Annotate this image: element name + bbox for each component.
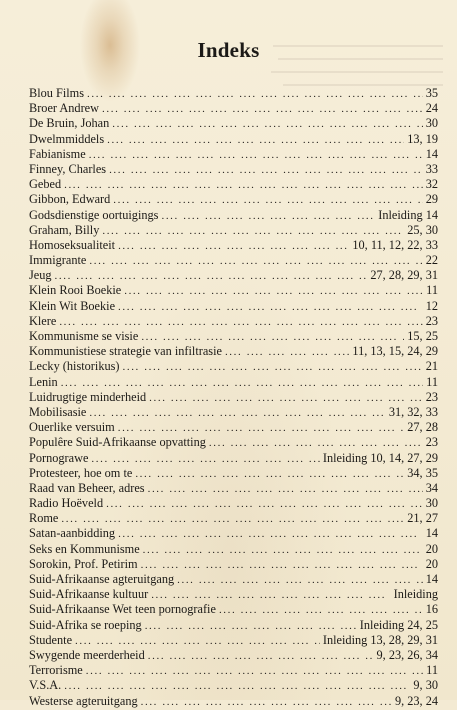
dot-leader [151,588,390,603]
index-term: Sorokin, Prof. Petirim [29,556,138,571]
index-entry [29,375,438,390]
index-entry [29,177,438,192]
index-entry [29,618,438,633]
page-references: 20 [425,541,438,556]
index-term: Gebed [29,177,62,192]
index-entry [29,633,438,648]
page-references: 21, 27 [407,511,438,526]
page-references: 9, 30 [413,678,438,693]
page-references: 33 [425,161,438,176]
dot-leader [64,178,423,193]
index-term: Godsdienstige oortuigings [29,207,159,222]
page-references: Inleiding 24, 25 [359,617,438,632]
index-term: V.S.A. [29,678,62,693]
dot-leader [87,87,423,102]
page-references: 13, 19 [407,131,438,146]
page-references: 25, 30 [407,222,438,237]
page-references: 15, 25 [407,329,438,343]
index-entry [29,101,438,116]
dot-leader [113,193,422,208]
index-term: Immigrante [29,253,87,268]
dot-leader [143,543,423,558]
dot-leader [123,360,423,375]
dot-leader [106,497,423,512]
index-term: Mobilisasie [29,404,87,419]
index-term: Studente [29,632,73,647]
index-entry [29,344,438,359]
dot-leader [141,558,423,573]
dot-leader [118,300,423,315]
dot-leader [177,573,423,588]
dot-leader [118,527,423,542]
page-references: Inleiding 13, 28, 29, 31 [322,632,438,647]
dot-leader [148,482,423,497]
index-entry [29,116,438,131]
index-entry [29,86,438,101]
dot-leader [75,634,320,649]
page-references: 23 [425,313,438,328]
index-term: Lecky (historikus) [29,359,120,374]
index-term: Homoseksualiteit [29,237,116,252]
dot-leader [89,254,422,269]
index-entry [29,526,438,541]
index-term: Ouerlike versuim [29,420,115,435]
page-references: 14 [425,572,438,586]
index-entry [29,451,438,466]
index-term: Luidrugtige minderheid [29,389,147,404]
index-term: Suid-Afrikaanse kultuur [29,587,149,602]
index-term: Klere [29,313,57,328]
page-references: Inleiding [393,587,438,602]
index-title: Indeks [197,38,260,63]
index-term: Fabianisme [29,146,86,161]
dot-leader [89,148,423,163]
index-term: De Bruin, Johan [29,116,110,131]
page-references: 27, 28, 29, 31 [370,268,438,283]
page-references: 9, 23, 26, 34 [376,647,438,662]
dot-leader [145,619,357,634]
dot-leader [64,679,410,694]
page-references: 34, 35 [407,465,438,480]
page-references: 32 [425,177,438,192]
index-entry [29,587,438,602]
index-entry [29,390,438,405]
page-references: 34 [425,480,438,495]
index-term: Suid-Afrika se roeping [29,617,142,632]
index-term: Suid-Afrikaanse agteruitgang [29,572,175,586]
dot-leader [59,315,422,330]
dot-leader [161,209,375,224]
dot-leader [109,163,423,178]
index-entry [29,162,438,177]
index-term: Klein Rooi Boekie [29,283,122,298]
dot-leader [107,133,404,148]
index-entry [29,405,438,420]
index-entry [29,663,438,678]
index-term: Broer Andrew [29,101,100,116]
index-entry [29,466,438,481]
page-references: 35 [425,86,438,100]
index-term: Protesteer, hoe om te [29,465,133,480]
page-references: 23 [425,389,438,404]
index-entry [29,420,438,435]
page-references: 20 [425,556,438,571]
dot-leader [124,284,423,299]
page-references: 14 [425,146,438,161]
dot-leader [141,695,392,710]
dot-leader [209,436,423,451]
page-references: 23 [425,435,438,450]
index-entry [29,572,438,587]
index-entry [29,132,438,147]
index-term: Kommunistiese strategie van infiltrasie [29,344,222,359]
page-references: 27, 28 [407,420,438,435]
page-references: 12 [425,298,438,313]
index-term: Gibbon, Edward [29,192,111,207]
index-entry [29,283,438,298]
dot-leader [61,512,404,527]
index-entry [29,511,438,526]
index-entry [29,359,438,374]
index-term: Kommunisme se visie [29,329,139,343]
dot-leader [118,239,349,254]
index-entry [29,223,438,238]
index-term: Westerse agteruitgang [29,693,138,708]
dot-leader [148,649,374,664]
index-entry [29,329,438,344]
index-entry [29,208,438,223]
index-term: Finney, Charles [29,161,107,176]
index-entry [29,602,438,617]
page-references: 11 [426,663,438,678]
index-entry [29,694,438,709]
index-term: Radio Hoëveld [29,496,104,511]
index-entry [29,147,438,162]
index-entry [29,496,438,511]
index-entry [29,238,438,253]
dot-leader [102,224,404,239]
index-entry [29,481,438,496]
page-references: 22 [425,253,438,268]
dot-leader [86,664,423,679]
index-term: Blou Films [29,86,85,100]
dot-leader [102,102,423,117]
index-term: Raad van Beheer, adres [29,480,145,495]
dot-leader [89,406,385,421]
index-term: Dwelmmiddels [29,131,105,146]
page-references: 30 [425,496,438,511]
dot-leader [135,467,404,482]
index-term: Rome [29,511,59,526]
page-references: Inleiding 10, 14, 27, 29 [322,450,438,465]
dot-leader [225,345,349,360]
index-entry [29,678,438,693]
index-entry [29,557,438,572]
dot-leader [118,421,405,436]
index-entry [29,648,438,663]
dot-leader [219,603,423,618]
page-references: 29 [425,192,438,207]
dot-leader [61,376,423,391]
index-term: Populêre Suid-Afrikaanse opvatting [29,435,206,450]
index-entry [29,299,438,314]
page-references: 11 [426,374,438,389]
index-term: Graham, Billy [29,222,100,237]
index-term: Jeug [29,268,52,283]
index-entry [29,435,438,450]
index-term: Swygende meerderheid [29,647,145,662]
index-entry [29,253,438,268]
index-term: Pornograwe [29,450,89,465]
dot-leader [55,269,368,284]
index-term: Suid-Afrikaanse Wet teen pornografie [29,602,216,617]
index-term: Klein Wit Boekie [29,298,116,313]
index-entry [29,542,438,557]
index-term: Seks en Kommunisme [29,541,140,556]
index-term: Satan-aanbidding [29,526,116,541]
index-list [29,86,438,709]
index-entry [29,192,438,207]
page-references: 14 [425,526,438,541]
page-references: 24 [425,101,438,116]
page-references: 16 [425,602,438,617]
index-term: Lenin [29,374,58,389]
page-references: 11 [426,283,438,298]
index-entry [29,268,438,283]
page-references: 10, 11, 12, 22, 33 [352,237,438,252]
dot-leader [141,330,404,345]
index-term: Terrorisme [29,663,83,678]
index-entry [29,314,438,329]
page-references: 30 [425,116,438,131]
page-references: 21 [425,359,438,374]
page-references: 31, 32, 33 [388,404,438,419]
page-references: 11, 13, 15, 24, 29 [352,344,438,359]
dot-leader [91,452,319,467]
dot-leader [149,391,423,406]
page-references: Inleiding 14 [378,207,438,222]
page-references: 9, 23, 24 [394,693,438,708]
dot-leader [112,117,422,132]
